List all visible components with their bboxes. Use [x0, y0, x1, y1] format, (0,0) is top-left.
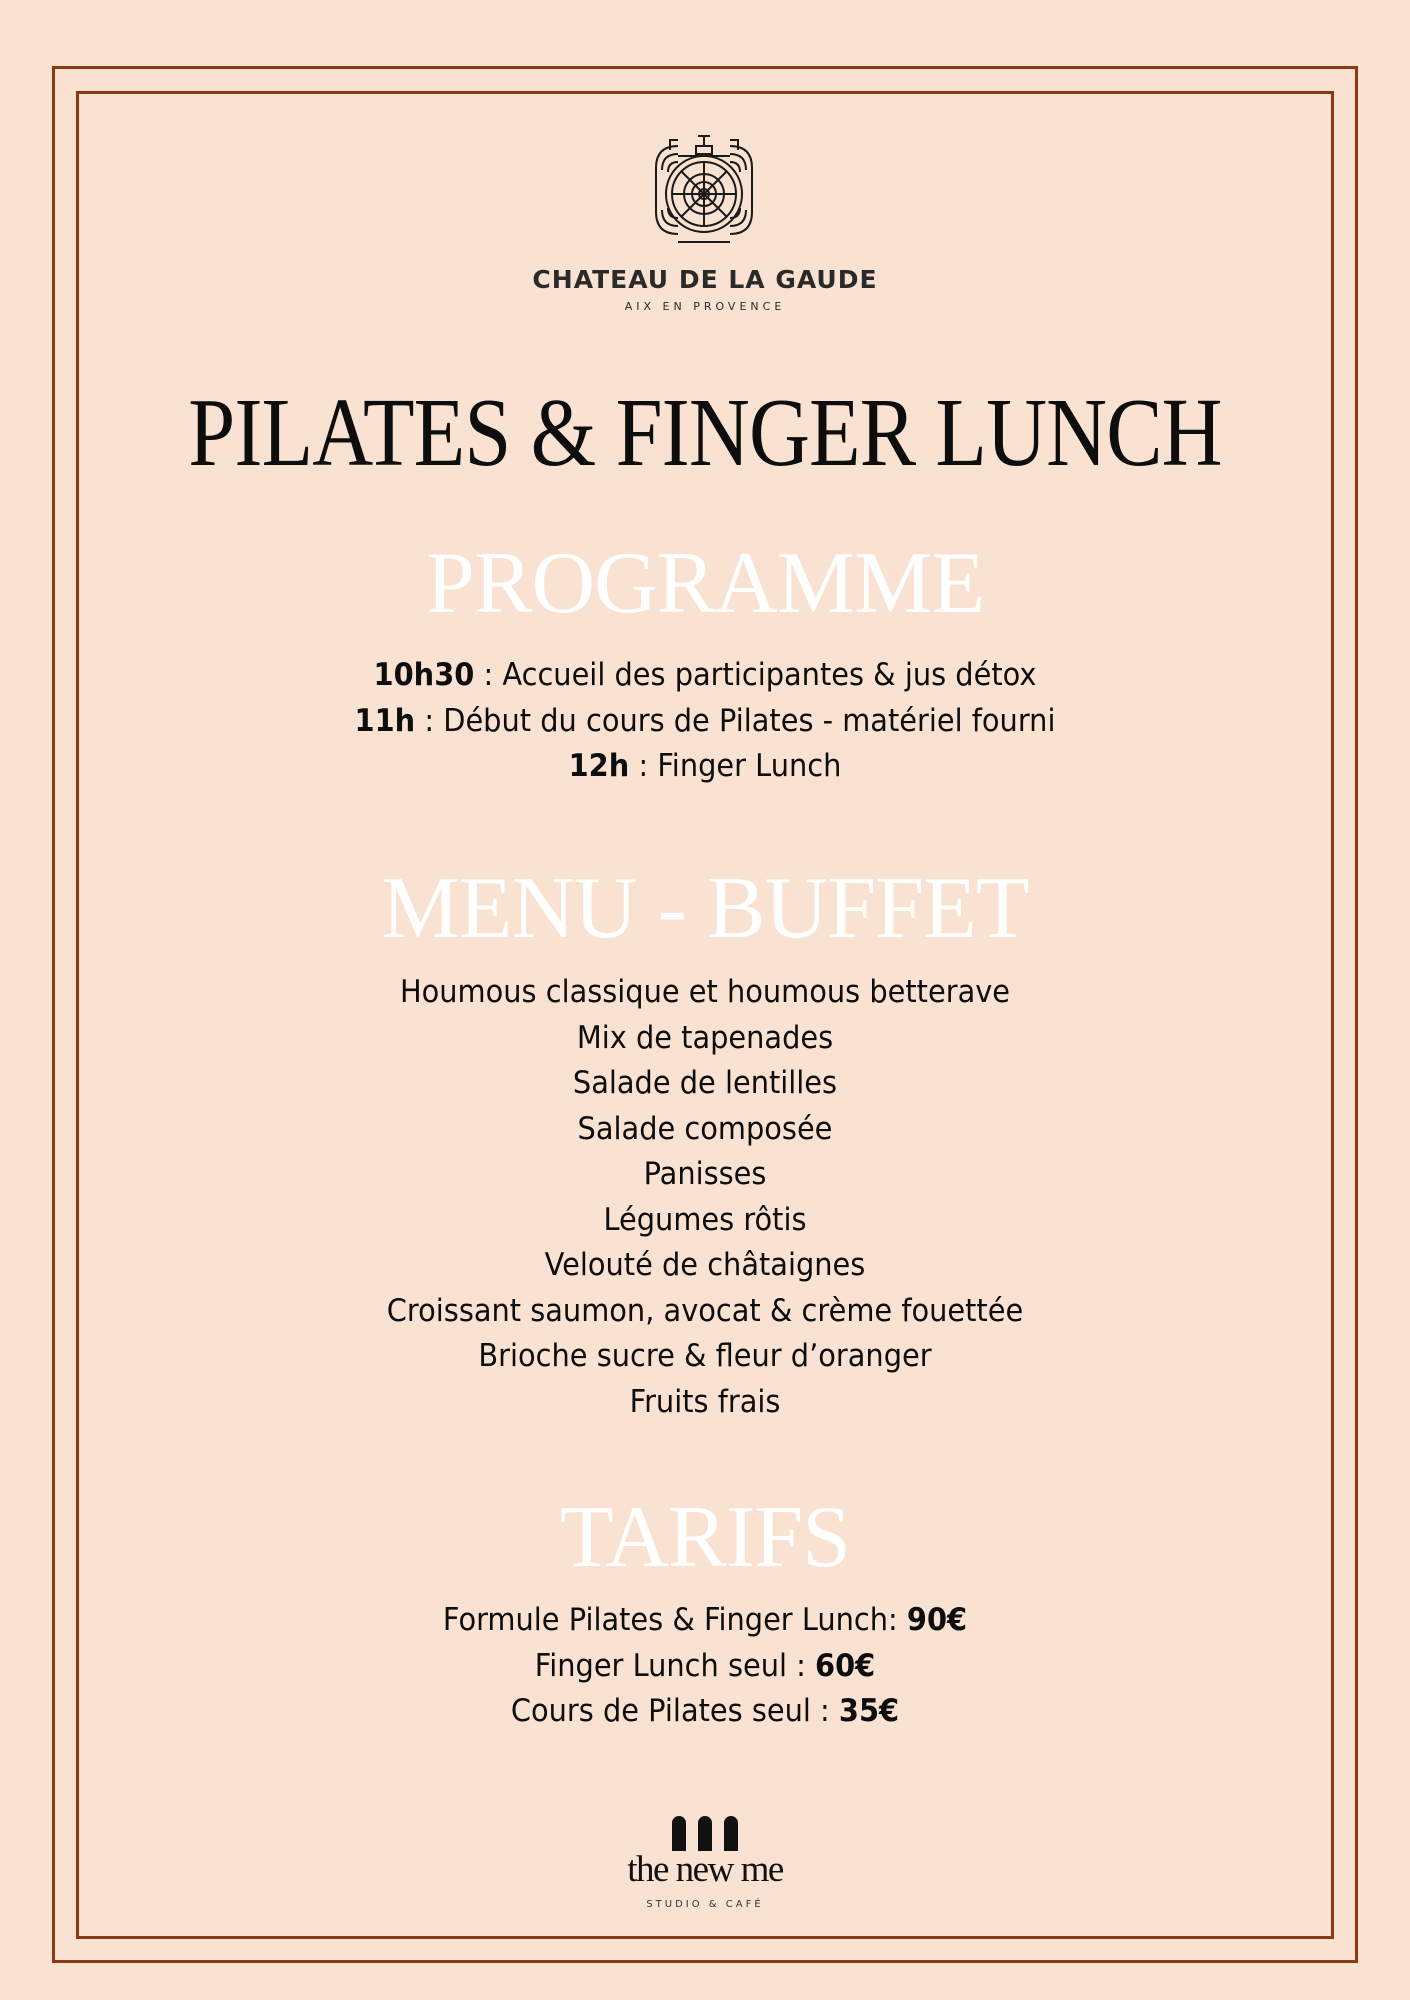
tarif-price: 60€: [815, 1647, 876, 1684]
tarif-item: [49, 1598, 1360, 1644]
programme-time: 10h30: [373, 657, 475, 693]
brand-name: CHATEAU DE LA GAUDE: [532, 265, 878, 294]
page-title: PILATES & FINGER LUNCH: [188, 379, 1222, 486]
menu-item: Brioche sucre & fleur d’oranger: [478, 1338, 932, 1374]
programme-item: [49, 653, 1360, 699]
programme-item: [49, 744, 1360, 790]
tarifs-heading: TARIFS: [559, 1489, 851, 1586]
programme-time: 11h: [354, 702, 416, 739]
tarif-item: [49, 1689, 1360, 1735]
tarif-label: Finger Lunch seul :: [534, 1647, 816, 1684]
tarif-label: Cours de Pilates seul :: [510, 1693, 839, 1729]
tarifs-list: [49, 1598, 1360, 1735]
tarif-price: 35€: [838, 1693, 900, 1729]
programme-item: [49, 699, 1360, 745]
menu-item: Panisses: [643, 1156, 767, 1192]
programme-text: Début du cours de Pilates - matériel fourni: [443, 702, 1056, 739]
menu-item: Mix de tapenades: [576, 1019, 834, 1056]
menu-item: Velouté de châtaignes: [544, 1247, 866, 1283]
programme-separator: :: [629, 748, 658, 784]
chateau-crest-icon: [648, 128, 760, 252]
menu-item: Salade composée: [577, 1110, 833, 1147]
footer-brand-name: the new me: [627, 1849, 783, 1890]
menu-item: Houmous classique et houmous betterave: [399, 974, 1011, 1010]
menu-heading: MENU - BUFFET: [381, 860, 1029, 957]
programme-text: Finger Lunch: [657, 748, 842, 784]
programme-separator: :: [474, 657, 503, 693]
footer-brand-sub: STUDIO & CAFÉ: [646, 1899, 764, 1910]
programme-time: 12h: [568, 748, 630, 784]
tarif-item: [49, 1644, 1360, 1690]
menu-item: Fruits frais: [629, 1383, 781, 1420]
menu-item: Salade de lentilles: [572, 1065, 838, 1101]
programme-separator: :: [415, 702, 444, 739]
programme-heading: PROGRAMME: [425, 535, 985, 632]
tarif-price: 90€: [906, 1602, 968, 1638]
menu-item: Légumes rôtis: [603, 1201, 807, 1238]
three-arches-icon: [670, 1813, 740, 1851]
programme-text: Accueil des participantes & jus détox: [502, 657, 1037, 693]
tarif-label: Formule Pilates & Finger Lunch:: [442, 1602, 907, 1638]
menu-item: Croissant saumon, avocat & crème fouettée: [386, 1292, 1024, 1329]
brand-location: AIX EN PROVENCE: [624, 300, 786, 313]
svg-text:G: G: [701, 191, 707, 199]
menu-list: [49, 970, 1360, 1425]
programme-list: [49, 653, 1360, 790]
